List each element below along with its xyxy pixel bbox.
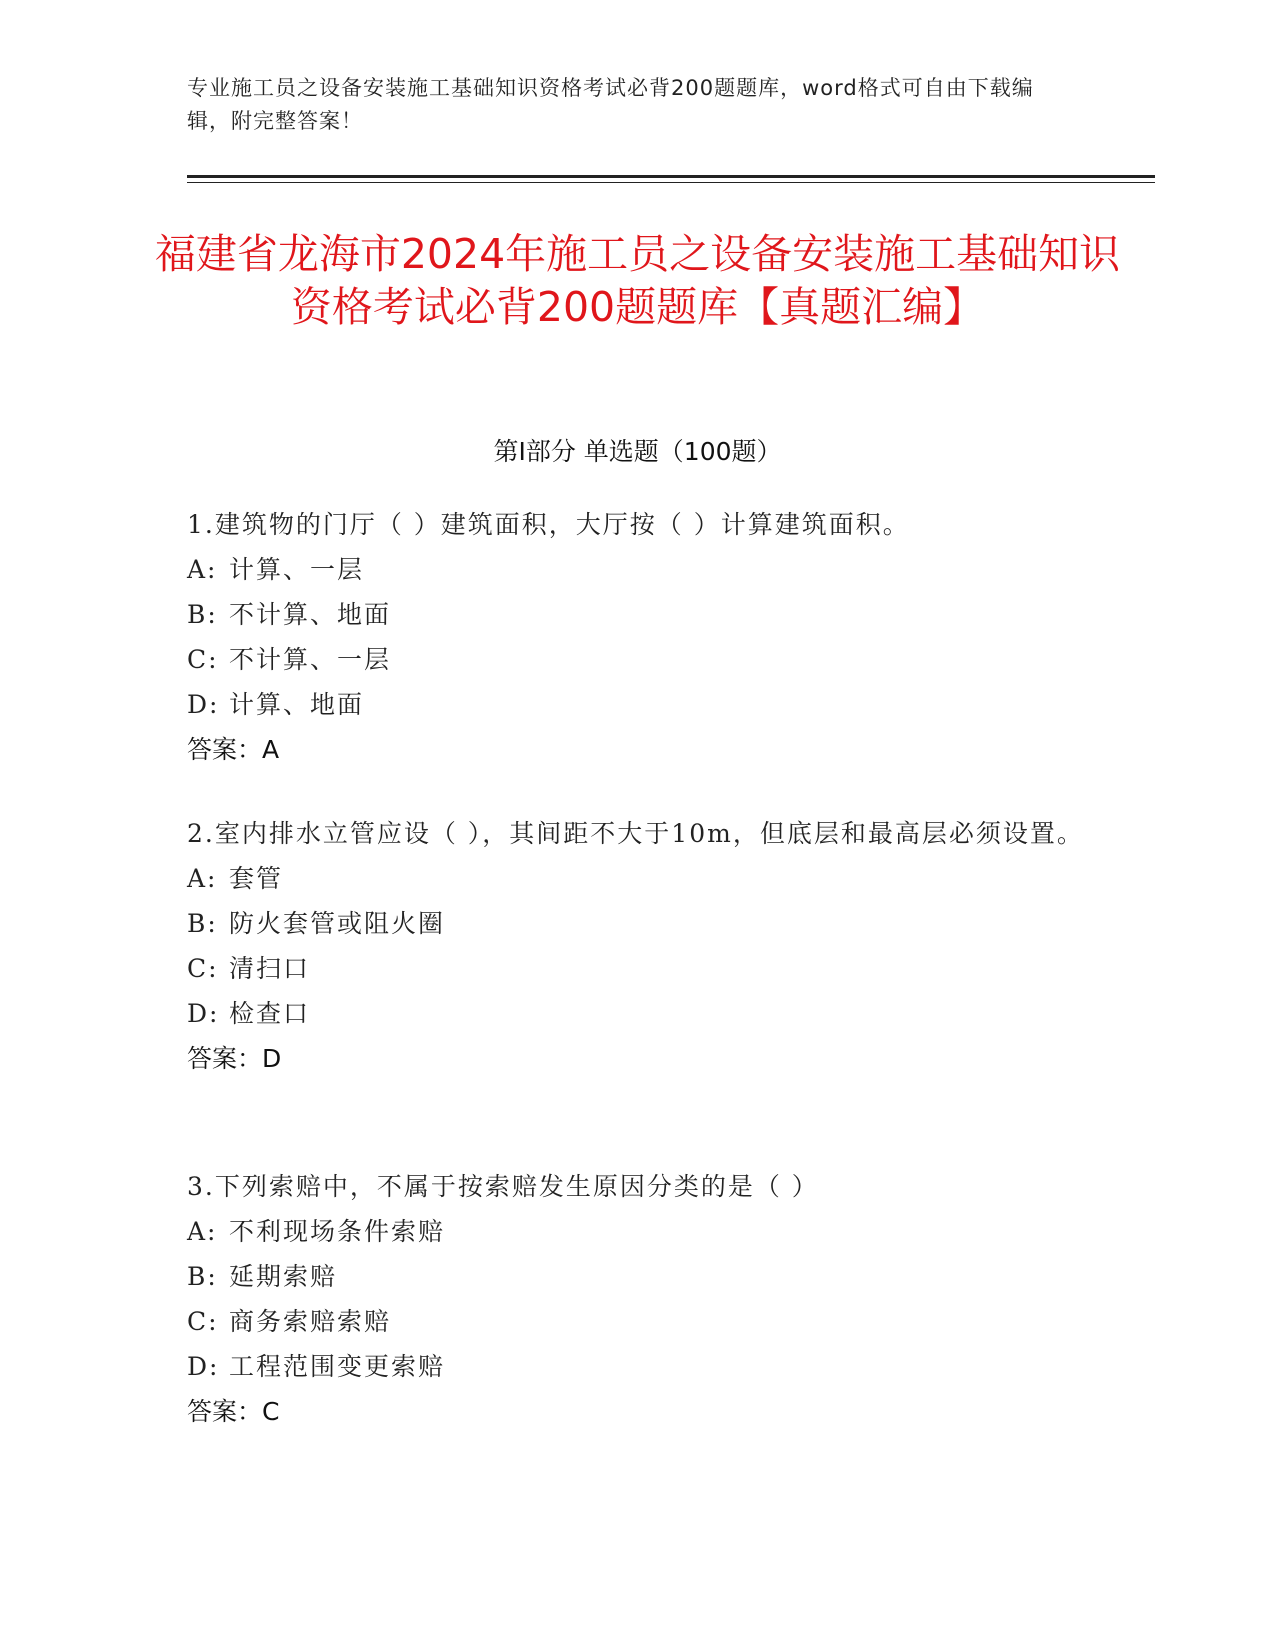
option-text: 延期索赔 xyxy=(229,1262,338,1291)
option-text: 计算、地面 xyxy=(229,690,365,719)
option-b xyxy=(187,901,1087,946)
option-letter: B: xyxy=(187,600,218,629)
option-text: 防火套管或阻火圈 xyxy=(229,909,446,938)
option-letter: C: xyxy=(187,954,219,983)
option-letter: C: xyxy=(187,645,219,674)
option-c xyxy=(187,1299,1087,1344)
header-note: 专业施工员之设备安装施工基础知识资格考试必背200题题库，word格式可自由下载编辑，附完整答案！ xyxy=(187,76,1034,133)
option-letter: A: xyxy=(187,1217,218,1246)
option-letter: B: xyxy=(187,1262,218,1291)
question-1 xyxy=(187,502,1087,772)
option-a xyxy=(187,856,1087,901)
option-b xyxy=(187,1254,1087,1299)
question-stem: 3.下列索赔中，不属于按索赔发生原因分类的是（ ） xyxy=(187,1172,819,1201)
option-letter: D: xyxy=(187,999,220,1028)
option-text: 不计算、一层 xyxy=(229,645,392,674)
option-c xyxy=(187,946,1087,991)
option-a xyxy=(187,547,1087,592)
option-letter: D: xyxy=(187,690,220,719)
option-text: 不计算、地面 xyxy=(229,600,392,629)
option-letter: C: xyxy=(187,1307,219,1336)
option-b xyxy=(187,592,1087,637)
header-rule-thick xyxy=(187,175,1155,178)
answer: 答案：D xyxy=(187,1044,282,1073)
option-a xyxy=(187,1209,1087,1254)
question-stem: 1.建筑物的门厅（ ）建筑面积，大厅按（ ）计算建筑面积。 xyxy=(187,510,910,539)
option-text: 工程范围变更索赔 xyxy=(229,1352,446,1381)
question-stem: 2.室内排水立管应设（ ），其间距不大于10m，但底层和最高层必须设置。 xyxy=(187,819,1084,848)
option-d xyxy=(187,991,1087,1036)
option-c xyxy=(187,637,1087,682)
question-3 xyxy=(187,1164,1087,1434)
option-letter: B: xyxy=(187,909,218,938)
option-d xyxy=(187,1344,1087,1389)
option-text: 计算、一层 xyxy=(229,555,365,584)
header-rule-thin xyxy=(187,182,1155,183)
section-title: 第Ⅰ部分 单选题（100题） xyxy=(493,437,782,466)
option-text: 商务索赔索赔 xyxy=(229,1307,392,1336)
document-title: 福建省龙海市2024年施工员之设备安装施工基础知识资格考试必背200题题库【真题汇编】 xyxy=(154,230,1121,331)
option-text: 清扫口 xyxy=(229,954,311,983)
option-text: 不利现场条件索赔 xyxy=(229,1217,446,1246)
option-letter: A: xyxy=(187,864,218,893)
option-letter: D: xyxy=(187,1352,220,1381)
option-d xyxy=(187,682,1087,727)
option-text: 检查口 xyxy=(229,999,311,1028)
answer: 答案：A xyxy=(187,735,280,764)
option-text: 套管 xyxy=(229,864,284,893)
answer: 答案：C xyxy=(187,1397,280,1426)
option-letter: A: xyxy=(187,555,218,584)
question-2 xyxy=(187,811,1087,1081)
